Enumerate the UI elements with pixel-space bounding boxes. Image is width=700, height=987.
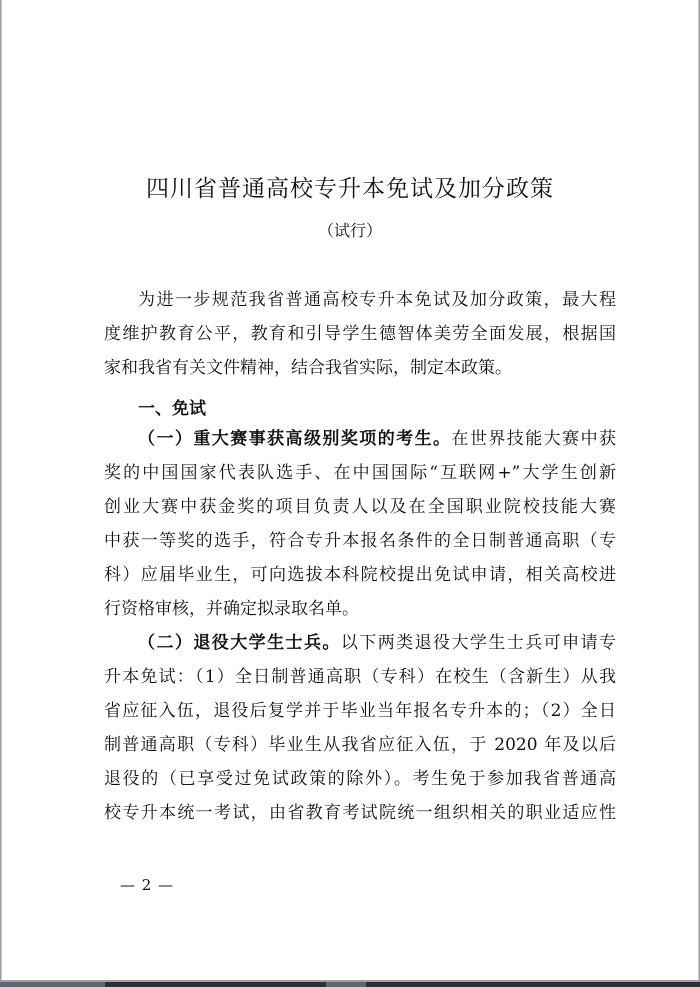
paragraph-line: 家和我省有关文件精神，结合我省实际，制定本政策。 bbox=[104, 358, 512, 378]
item-1-lead-rest: 在世界技能大赛中获 bbox=[451, 429, 617, 449]
paragraph-line: 校专升本统一考试，由省教育考试院统一组织相关的职业适应性 bbox=[104, 803, 616, 823]
paragraph-line: 奖的中国国家代表队选手、在中国国际“互联网+”大学生创新 bbox=[104, 463, 616, 483]
document-page bbox=[1, 0, 699, 980]
viewer-bottom-bar bbox=[0, 982, 700, 987]
paragraph-line: 退役的（已享受过免试政策的除外）。考生免于参加我省普通高 bbox=[104, 769, 616, 789]
paragraph-line: 制普通高职（专科）毕业生从我省应征入伍，于 2020 年及以后 bbox=[104, 735, 616, 755]
bottom-bar-segment bbox=[0, 982, 105, 987]
item-1-lead: （一）重大赛事获高级别奖项的考生。 bbox=[138, 429, 452, 449]
paragraph-line: 升本免试：（1）全日制普通高职（专科）在校生（含新生）从我 bbox=[104, 667, 616, 687]
paragraph-line bbox=[104, 626, 616, 660]
paragraph-line: 行资格审核，并确定拟录取名单。 bbox=[104, 599, 359, 619]
item-2-lead-rest: 以下两类退役大学生士兵可申请专 bbox=[340, 633, 617, 653]
paragraph-line: 创业大赛中获金奖的项目负责人以及在全国职业院校技能大赛 bbox=[104, 497, 616, 517]
intro-paragraph bbox=[104, 283, 616, 385]
item-1-paragraph bbox=[104, 422, 616, 626]
document-subtitle: （试行） bbox=[317, 221, 382, 240]
paragraph-line: 度维护教育公平，教育和引导学生德智体美劳全面发展，根据国 bbox=[104, 324, 616, 344]
item-2-lead: （二）退役大学生士兵。 bbox=[138, 633, 341, 653]
section-heading: 一、免试 bbox=[138, 399, 206, 419]
bottom-bar-segment bbox=[326, 982, 366, 987]
page-number: — 2 — bbox=[120, 876, 175, 894]
paragraph-line: 科）应届毕业生，可向选拔本科院校提出免试申请，相关高校进 bbox=[104, 565, 616, 585]
item-2-paragraph bbox=[104, 626, 616, 830]
paragraph-line: 中获一等奖的选手，符合专升本报名条件的全日制普通高职（专 bbox=[104, 531, 616, 551]
paragraph-line bbox=[104, 422, 616, 456]
paragraph-line: 省应征入伍，退役后复学并于毕业当年报名专升本的；（2）全日 bbox=[104, 701, 616, 721]
paragraph-line: 为进一步规范我省普通高校专升本免试及加分政策，最大程 bbox=[138, 290, 616, 310]
document-title: 四川省普通高校专升本免试及加分政策 bbox=[146, 176, 554, 202]
